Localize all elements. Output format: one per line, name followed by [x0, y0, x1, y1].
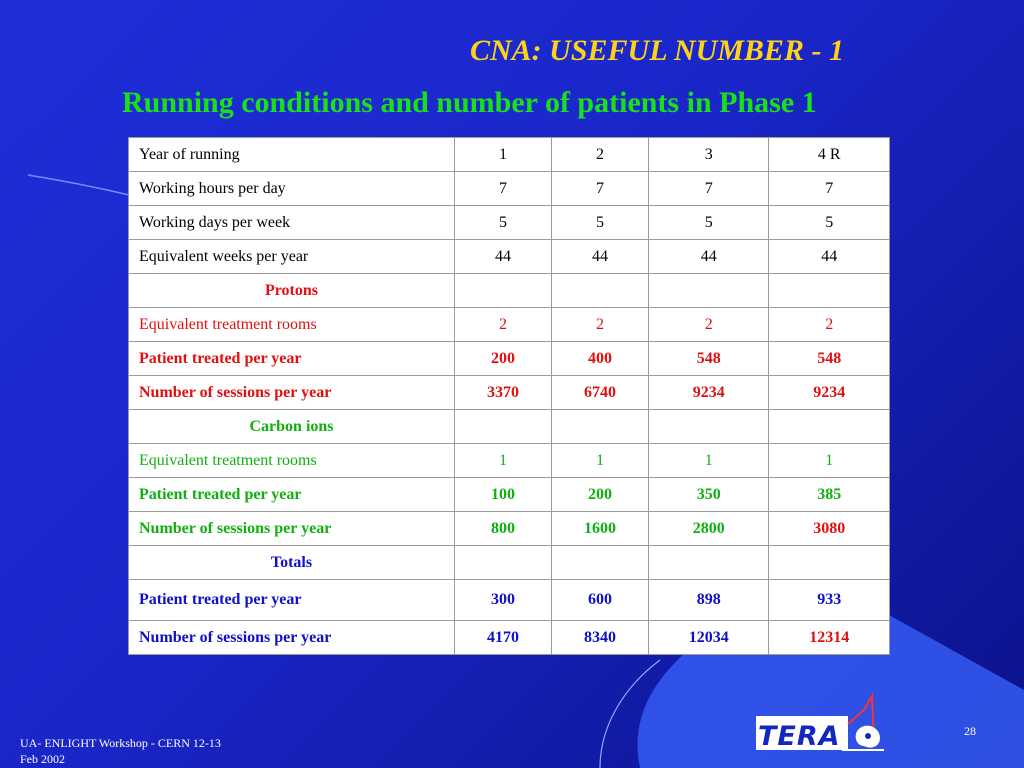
table-row: [129, 621, 890, 655]
value-cell: 100: [455, 478, 552, 512]
footer: [20, 735, 221, 767]
value-cell: [455, 274, 552, 308]
logo-text: TERA: [758, 721, 841, 752]
year-cell: 4 R: [769, 138, 890, 172]
row-label: Number of sessions per year: [129, 376, 455, 410]
section-header-totals: [129, 546, 890, 580]
row-label: Number of sessions per year: [129, 512, 455, 546]
value-cell: 44: [769, 240, 890, 274]
row-label: Equivalent treatment rooms: [129, 444, 455, 478]
value-cell: 44: [551, 240, 648, 274]
table-header-row: [129, 138, 890, 172]
page-number: 28: [964, 724, 976, 738]
value-cell: 6740: [551, 376, 648, 410]
section-header-carbon: [129, 410, 890, 444]
table-row: [129, 376, 890, 410]
value-cell: 600: [551, 580, 648, 621]
value-cell: 7: [648, 172, 769, 206]
value-cell: 800: [455, 512, 552, 546]
value-cell: [551, 546, 648, 580]
value-cell: 400: [551, 342, 648, 376]
value-cell: 3370: [455, 376, 552, 410]
slide-title: CNA: USEFUL NUMBER - 1: [470, 34, 844, 67]
value-cell: 2: [769, 308, 890, 342]
table-row: [129, 240, 890, 274]
value-cell: 9234: [769, 376, 890, 410]
value-cell: [648, 546, 769, 580]
value-cell: 5: [551, 206, 648, 240]
row-label: Patient treated per year: [129, 580, 455, 621]
value-cell: 385: [769, 478, 890, 512]
value-cell: 7: [769, 172, 890, 206]
value-cell: 5: [769, 206, 890, 240]
table-row: [129, 512, 890, 546]
year-cell: 1: [455, 138, 552, 172]
table-row: [129, 206, 890, 240]
section-title: Protons: [129, 274, 455, 308]
table-row: [129, 444, 890, 478]
slide-subtitle: Running conditions and number of patients in Phase 1: [122, 86, 817, 119]
row-label: Number of sessions per year: [129, 621, 455, 655]
row-label: Patient treated per year: [129, 342, 455, 376]
footer-line: Feb 2002: [20, 752, 65, 766]
value-cell: 1600: [551, 512, 648, 546]
header-label: Year of running: [129, 138, 455, 172]
value-cell: [769, 410, 890, 444]
value-cell: 7: [551, 172, 648, 206]
value-cell: [455, 410, 552, 444]
section-header-protons: [129, 274, 890, 308]
value-cell: [769, 546, 890, 580]
value-cell: [769, 274, 890, 308]
value-cell: 12034: [648, 621, 769, 655]
value-cell: 2800: [648, 512, 769, 546]
value-cell: 7: [455, 172, 552, 206]
value-cell: 1: [648, 444, 769, 478]
value-cell: 4170: [455, 621, 552, 655]
value-cell: 548: [769, 342, 890, 376]
value-cell: [648, 410, 769, 444]
table-row: [129, 172, 890, 206]
row-label: Equivalent treatment rooms: [129, 308, 455, 342]
value-cell: 1: [551, 444, 648, 478]
row-label: Working hours per day: [129, 172, 455, 206]
value-cell: 2: [455, 308, 552, 342]
value-cell: [455, 546, 552, 580]
table-row: [129, 580, 890, 621]
running-conditions-table: [128, 137, 890, 655]
value-cell: 933: [769, 580, 890, 621]
value-cell: 2: [648, 308, 769, 342]
section-title: Totals: [129, 546, 455, 580]
value-cell: 200: [455, 342, 552, 376]
value-cell: [551, 410, 648, 444]
value-cell: 300: [455, 580, 552, 621]
value-cell: 2: [551, 308, 648, 342]
year-cell: 3: [648, 138, 769, 172]
value-cell: 9234: [648, 376, 769, 410]
section-title: Carbon ions: [129, 410, 455, 444]
value-cell: [551, 274, 648, 308]
footer-line: UA- ENLIGHT Workshop - CERN 12-13: [20, 736, 221, 750]
value-cell: 5: [648, 206, 769, 240]
value-cell: 12314: [769, 621, 890, 655]
value-cell: 1: [455, 444, 552, 478]
row-label: Working days per week: [129, 206, 455, 240]
value-cell: 3080: [769, 512, 890, 546]
value-cell: 548: [648, 342, 769, 376]
value-cell: 898: [648, 580, 769, 621]
table-row: [129, 308, 890, 342]
value-cell: 1: [769, 444, 890, 478]
row-label: Equivalent weeks per year: [129, 240, 455, 274]
row-label: Patient treated per year: [129, 478, 455, 512]
value-cell: 200: [551, 478, 648, 512]
value-cell: 8340: [551, 621, 648, 655]
value-cell: 44: [648, 240, 769, 274]
value-cell: 5: [455, 206, 552, 240]
value-cell: 350: [648, 478, 769, 512]
value-cell: 44: [455, 240, 552, 274]
table-row: [129, 478, 890, 512]
table-row: [129, 342, 890, 376]
year-cell: 2: [551, 138, 648, 172]
value-cell: [648, 274, 769, 308]
